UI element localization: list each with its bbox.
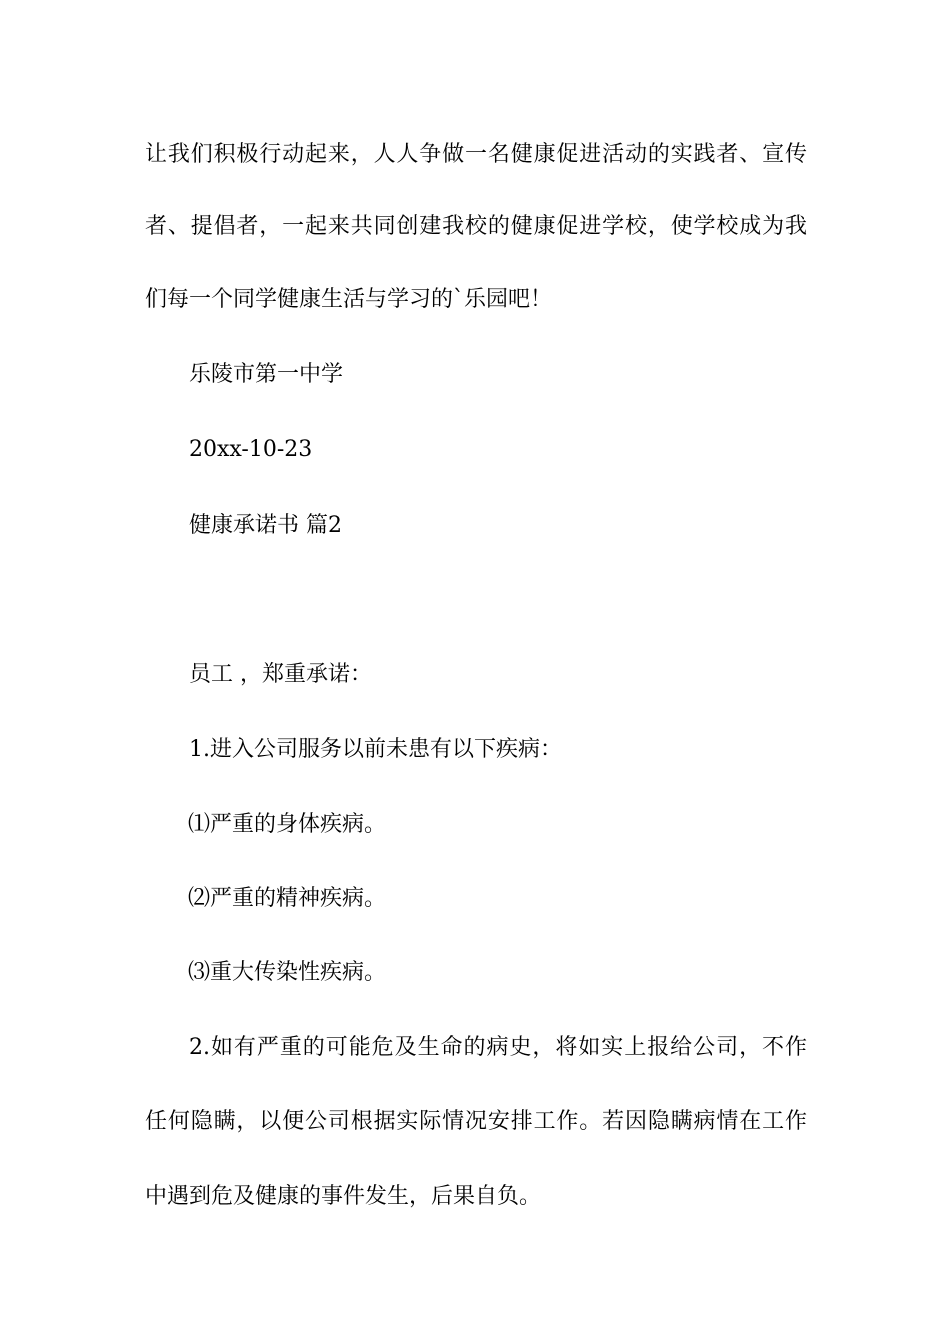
signature-school: 乐陵市第一中学 <box>189 362 344 387</box>
list-item: 2.如有严重的可能危及生命的病史，将如实上报给公司，不作 <box>189 1035 807 1060</box>
paragraph-line: 任何隐瞒，以便公司根据实际情况安排工作。若因隐瞒病情在工作 <box>145 1109 807 1134</box>
paragraph-line: 们每一个同学健康生活与学习的`乐园吧！ <box>145 287 553 312</box>
paragraph-line: 者、提倡者，一起来共同创建我校的健康促进学校，使学校成为我 <box>145 214 807 239</box>
paragraph-line: 让我们积极行动起来，人人争做一名健康促进活动的实践者、宣传 <box>145 142 807 167</box>
sub-list-item: ⑴严重的身体疾病。 <box>188 812 387 837</box>
sub-list-item: ⑶重大传染性疾病。 <box>188 960 387 985</box>
list-item: 1.进入公司服务以前未患有以下疾病： <box>189 737 562 762</box>
section-title: 健康承诺书 篇2 <box>189 513 342 538</box>
sub-list-item: ⑵严重的精神疾病。 <box>188 886 387 911</box>
pledge-intro: 员工 ，郑重承诺： <box>189 662 372 687</box>
paragraph-line: 中遇到危及健康的事件发生，后果自负。 <box>145 1184 542 1209</box>
signature-date: 20xx-10-23 <box>189 437 313 462</box>
